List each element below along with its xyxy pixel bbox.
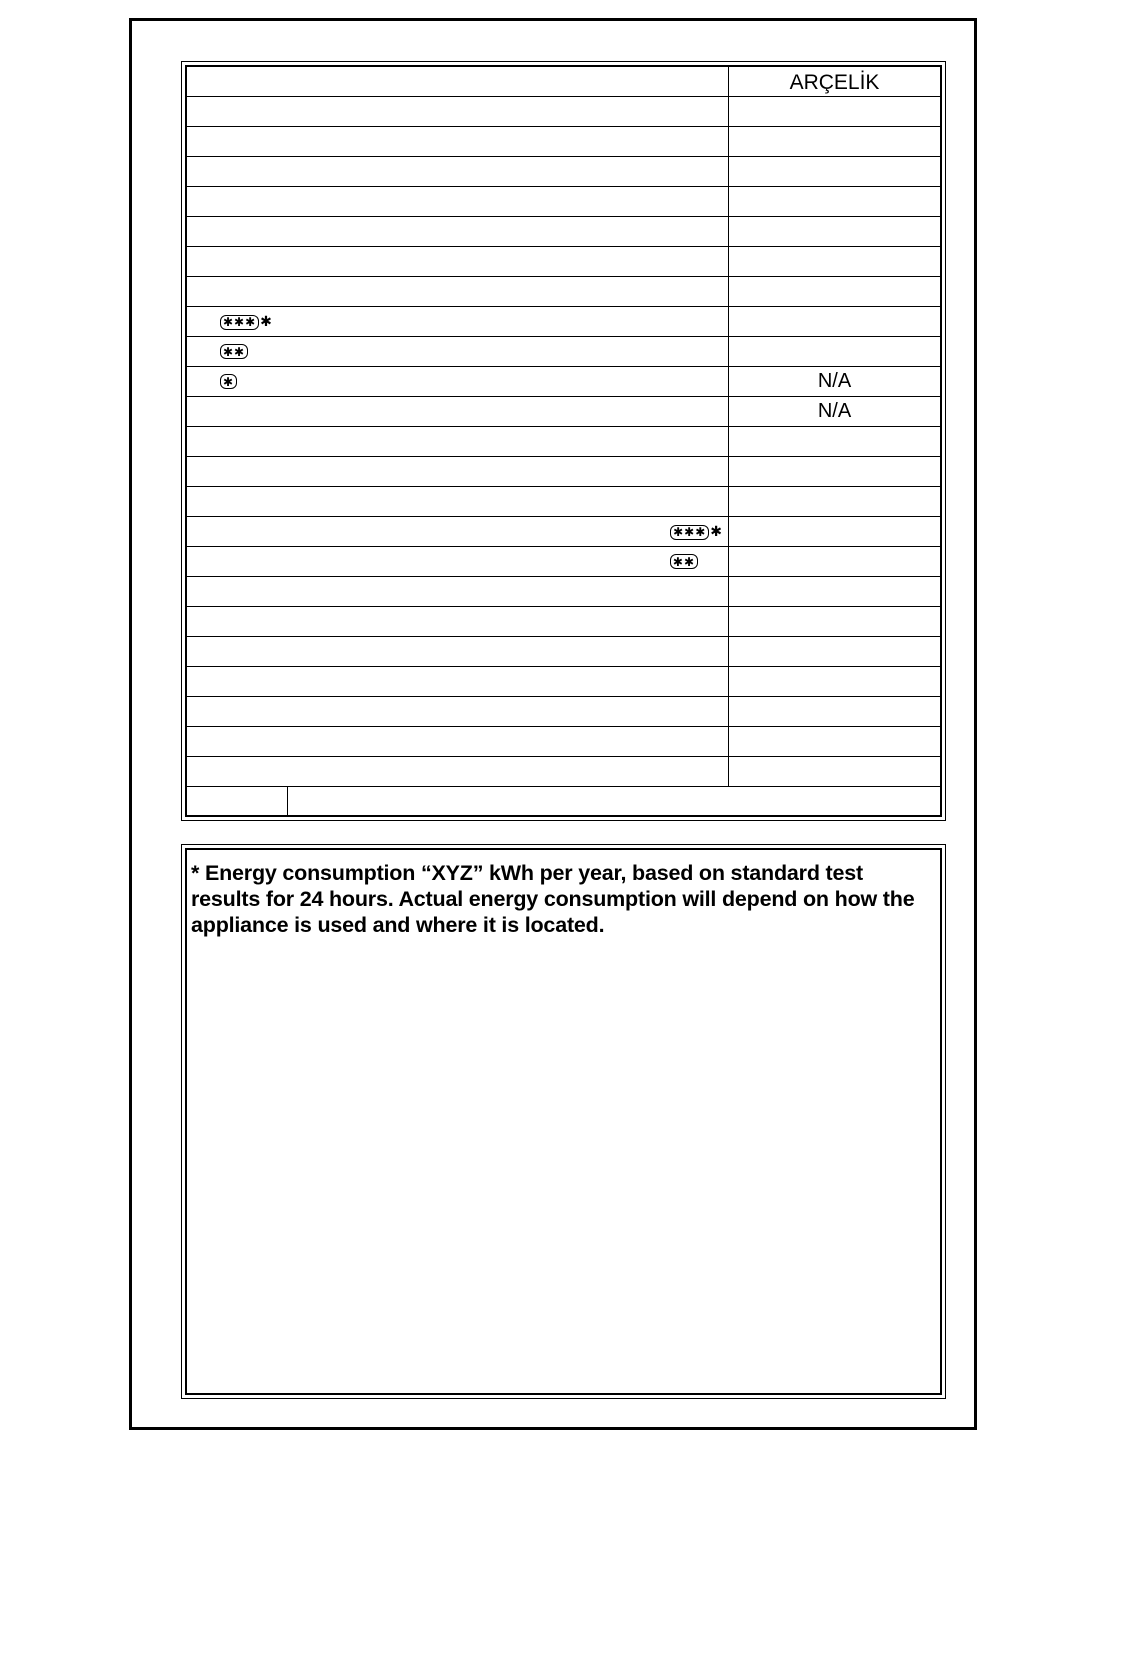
four-star-freezer-icon: ✱✱✱ ✱ [670, 524, 722, 540]
table-row-one-star [187, 367, 940, 397]
four-star-freezer-icon: ✱✱✱ ✱ [220, 314, 272, 330]
table-row-four-star-right [187, 517, 940, 547]
footnote-box [181, 844, 946, 1399]
two-star-freezer-icon: ✱✱ [220, 344, 248, 359]
table-row [187, 457, 940, 487]
table-row [187, 187, 940, 217]
table-row [187, 697, 940, 727]
energy-consumption-note: * Energy consumption “XYZ” kWh per year, based on standard test results for 24 hours. Actual energy consumption will depend on how the appliance is used and where it is located. [191, 861, 915, 937]
table-row [187, 247, 940, 277]
table-row-two-star-right [187, 547, 940, 577]
table-row-four-star [187, 307, 940, 337]
one-star-freezer-icon: ✱ [220, 374, 237, 389]
table-row [187, 217, 940, 247]
table-row-last [187, 787, 940, 817]
spec-table [181, 61, 946, 821]
table-row [187, 577, 940, 607]
table-row [187, 487, 940, 517]
brand-name: ARÇELİK [789, 70, 880, 94]
table-row [187, 157, 940, 187]
table-row [187, 127, 940, 157]
table-row [187, 667, 940, 697]
table-row [187, 427, 940, 457]
table-row [187, 277, 940, 307]
table-row [187, 97, 940, 127]
value-na-2: N/A [817, 400, 852, 422]
table-row-header [187, 67, 940, 97]
table-row [187, 397, 940, 427]
value-na-1: N/A [817, 370, 852, 392]
table-row [187, 607, 940, 637]
table-row [187, 757, 940, 787]
two-star-freezer-icon: ✱✱ [670, 554, 698, 569]
table-row-two-star [187, 337, 940, 367]
table-row [187, 637, 940, 667]
table-row [187, 727, 940, 757]
